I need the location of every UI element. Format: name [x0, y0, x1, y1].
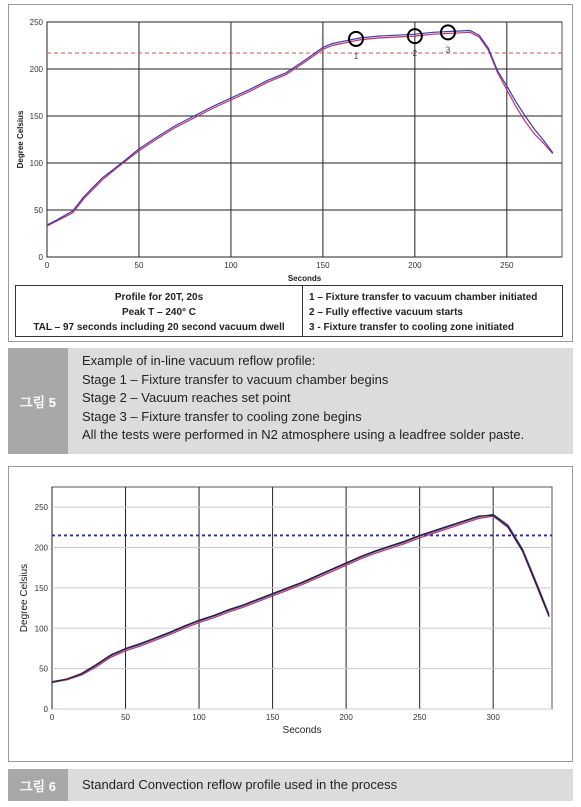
x-tick-label: 250: [412, 713, 427, 722]
y-tick-label: 250: [34, 503, 48, 513]
profile-info-box: [15, 285, 303, 337]
x-axis-label: Seconds: [287, 274, 322, 283]
x-tick-label: 100: [224, 261, 238, 270]
y-tick-label: 100: [34, 624, 48, 634]
y-tick-label: 150: [29, 112, 43, 121]
x-axis-label: Seconds: [282, 725, 322, 736]
profile-info-line: Peak T – 240° C: [121, 307, 197, 318]
caption-text: [82, 352, 567, 445]
vacuum-reflow-chart: [9, 5, 572, 285]
figure-tag: 그림 5: [8, 348, 68, 454]
y-tick-label: 50: [34, 206, 43, 215]
profile-info-line: Profile for 20T, 20s: [114, 292, 204, 303]
caption-text: Standard Convection reflow profile used in the process: [82, 777, 398, 792]
stage-legend-box: [302, 285, 563, 337]
x-tick-label: 200: [339, 713, 353, 722]
caption-line: Example of in-line vacuum reflow profile:: [82, 353, 316, 368]
x-tick-label: 150: [265, 713, 280, 722]
y-tick-label: 0: [38, 253, 43, 262]
x-tick-label: 0: [44, 261, 50, 270]
y-tick-label: 200: [29, 65, 43, 74]
figure-1: [8, 4, 573, 342]
profile-info-line: TAL – 97 seconds including 20 second vacuum dwell: [33, 322, 285, 333]
x-tick-label: 50: [121, 713, 130, 722]
stage-legend-line: 1 – Fixture transfer to vacuum chamber initiated: [309, 292, 538, 303]
plot-area: [47, 22, 562, 257]
x-tick-label: 100: [192, 713, 206, 722]
x-tick-label: 150: [316, 261, 330, 270]
figure-6-caption: [8, 769, 573, 801]
x-tick-label: 300: [486, 713, 500, 722]
convection-reflow-chart: [9, 467, 572, 761]
caption-line: Stage 3 – Fixture transfer to cooling zone begins: [82, 408, 362, 424]
figure-2: [8, 466, 573, 762]
plot-area: [52, 487, 552, 709]
y-tick-label: 50: [39, 664, 48, 674]
stage-legend-line: 2 – Fully effective vacuum starts: [309, 307, 463, 318]
y-tick-label: 250: [29, 18, 43, 27]
x-tick-label: 250: [500, 261, 514, 270]
caption-line: Stage 2 – Vacuum reaches set point: [82, 390, 291, 405]
y-tick-label: 100: [29, 159, 43, 168]
y-tick-label: 0: [43, 705, 48, 714]
x-tick-label: 0: [49, 713, 55, 722]
x-tick-label: 200: [408, 261, 422, 270]
y-axis-label: Degree Celsius: [16, 110, 25, 169]
stage-marker-label: 3: [445, 45, 451, 55]
stage-marker-label: 2: [412, 49, 418, 59]
y-tick-label: 200: [34, 543, 48, 553]
x-tick-label: 50: [134, 261, 144, 270]
stage-legend-line: 3 - Fixture transfer to cooling zone initiated: [309, 322, 515, 333]
caption-line: All the tests were performed in N2 atmosphere using a leadfree solder paste.: [82, 427, 525, 442]
caption-line: Stage 1 – Fixture transfer to vacuum chamber begins: [82, 371, 389, 387]
stage-marker-label: 1: [353, 51, 359, 61]
y-axis-label: Degree Celsius: [19, 563, 30, 633]
figure-5-caption: [8, 348, 573, 454]
y-tick-label: 150: [34, 583, 48, 593]
figure-tag: 그림 6: [8, 769, 68, 801]
